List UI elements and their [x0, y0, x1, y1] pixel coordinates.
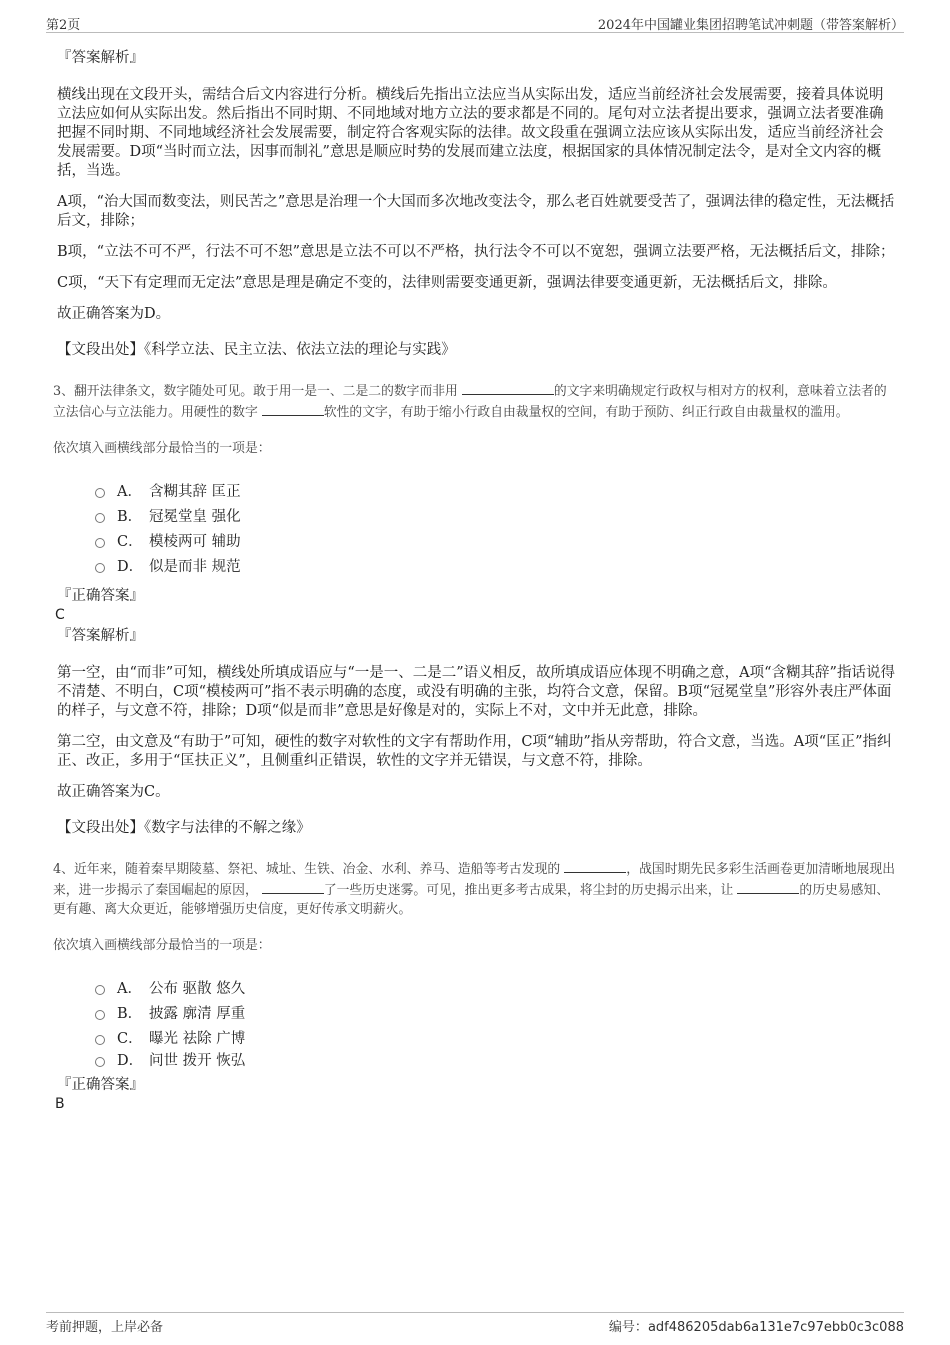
- conclusion-paragraph: 故正确答案为C。: [57, 784, 170, 800]
- analysis-label: 『答案解析』: [57, 628, 144, 644]
- footer-slogan: 考前押题，上岸必备: [46, 1320, 164, 1335]
- fill-blank: [564, 858, 626, 873]
- options-list: [95, 478, 897, 578]
- fill-blank: [262, 879, 324, 894]
- radio-icon[interactable]: [95, 1057, 105, 1067]
- fill-blank: [737, 879, 799, 894]
- page-content: [53, 42, 897, 1113]
- correct-answer: B: [55, 1096, 65, 1112]
- option-a[interactable]: A． 公布 驱散 悠久: [95, 975, 897, 1000]
- analysis-paragraph: 第二空，由文意及“有助于”可知，硬性的数字对软性的文字有帮助作用，C项“辅助”指从旁帮助，符合文意，当选。A项“匡正”指纠正、改正，多用于“匡扶正义”，且侧重纠正错误，软性的文字并无错误，与文意不符，排除。: [57, 734, 892, 769]
- question-4-text: 4、近年来，随着秦早期陵墓、祭祀、城址、生铁、冶金、水利、养马、造船等考古发现的 ，战国时期先民多彩生活画卷更加清晰地展现出来，进一步揭示了秦国崛起的原因， 了一些历史迷雾。可见，推出更多考古成果，将尘封的历史揭示出来，让 的历史易感知、更有趣、离大众更近，能够增强历史信度，更好传承文明薪火。: [53, 858, 897, 919]
- options-list: [95, 975, 897, 1069]
- analysis-paragraph: 第一空，由“而非”可知，横线处所填成语应与“一是一、二是二”语义相反，故所填成语应体现不明确之意，A项“含糊其辞”指话说得不清楚、不明白，C项“模棱两可”指不表示明确的态度，或没有明确的主张，均符合文意，保留。B项“冠冕堂皇”形容外表庄严体面的样子，与文意不符，排除；D项“似是而非”意思是好像是对的，实际上不对，文中并无此意，排除。: [57, 665, 895, 719]
- page-number: 第2页: [46, 18, 81, 33]
- conclusion-paragraph: 故正确答案为D。: [57, 306, 171, 322]
- option-a[interactable]: A． 含糊其辞 匡正: [95, 478, 897, 503]
- document-title: 2024年中国罐业集团招聘笔试冲刺题（带答案解析）: [597, 18, 904, 33]
- analysis-paragraph: C项，“天下有定理而无定法”意思是理是确定不变的，法律则需要变通更新，强调法律要变通更新，无法概括后文，排除。: [57, 275, 837, 291]
- radio-icon[interactable]: [95, 1035, 105, 1045]
- radio-icon[interactable]: [95, 985, 105, 995]
- radio-icon[interactable]: [95, 563, 105, 573]
- correct-answer-label: 『正确答案』: [57, 1077, 144, 1093]
- page-header: [46, 12, 904, 33]
- option-d[interactable]: D． 问世 拨开 恢弘: [95, 1050, 897, 1069]
- question-3-text: 3、翻开法律条文，数字随处可见。敢于用一是一、二是二的数字而非用 的文字来明确规定行政权与相对方的权利，意味着立法者的立法信心与立法能力。用硬性的数字 软性的文字，有助于缩小行政自由裁量权的空间，有助于预防、纠正行政自由裁量权的滥用。: [53, 380, 897, 422]
- option-c[interactable]: C． 模棱两可 辅助: [95, 528, 897, 553]
- radio-icon[interactable]: [95, 1010, 105, 1020]
- radio-icon[interactable]: [95, 538, 105, 548]
- analysis-paragraph: 横线出现在文段开头，需结合后文内容进行分析。横线后先指出立法应当从实际出发，适应当前经济社会发展需要，接着具体说明立法应如何从实际出发。然后指出不同时期、不同地域对地方立法的要求都是不同的。尾句对立法者提出要求，强调立法者要准确把握不同时期、不同地域经济社会发展需要，制定符合客观实际的法律。故文段重在强调立法应该从实际出发，适应当前经济社会发展需要。D项“当时而立法，因事而制礼”意思是顺应时势的发展而建立法度，根据国家的具体情况制定法令，是对全文内容的概括，当选。: [57, 87, 884, 179]
- radio-icon[interactable]: [95, 488, 105, 498]
- correct-answer: C: [55, 607, 65, 623]
- fill-blank: [262, 401, 324, 416]
- fill-blank: [462, 380, 554, 395]
- question-prompt: 依次填入画横线部分最恰当的一项是：: [53, 938, 271, 953]
- option-c[interactable]: C． 曝光 祛除 广博: [95, 1025, 897, 1050]
- option-b[interactable]: B． 披露 廓清 厚重: [95, 1000, 897, 1025]
- question-prompt: 依次填入画横线部分最恰当的一项是：: [53, 441, 271, 456]
- option-d[interactable]: D． 似是而非 规范: [95, 553, 897, 578]
- option-b[interactable]: B． 冠冕堂皇 强化: [95, 503, 897, 528]
- analysis-paragraph: B项，“立法不可不严，行法不可不恕”意思是立法不可以不严格，执行法令不可以不宽恕，强调立法要严格，无法概括后文，排除；: [57, 244, 895, 260]
- correct-answer-label: 『正确答案』: [57, 588, 144, 604]
- document-code: 编号：adf486205dab6a131e7c97ebb0c3c088: [608, 1320, 904, 1335]
- analysis-label: 『答案解析』: [57, 50, 144, 66]
- source-citation: 【文段出处】《科学立法、民主立法、依法立法的理论与实践》: [57, 342, 456, 358]
- radio-icon[interactable]: [95, 513, 105, 523]
- page-footer: [46, 1312, 904, 1335]
- source-citation: 【文段出处】《数字与法律的不解之缘》: [57, 820, 311, 836]
- analysis-paragraph: A项，“治大国而数变法，则民苦之”意思是治理一个大国而多次地改变法令，那么老百姓就要受苦了，强调法律的稳定性，无法概括后文，排除；: [57, 194, 895, 229]
